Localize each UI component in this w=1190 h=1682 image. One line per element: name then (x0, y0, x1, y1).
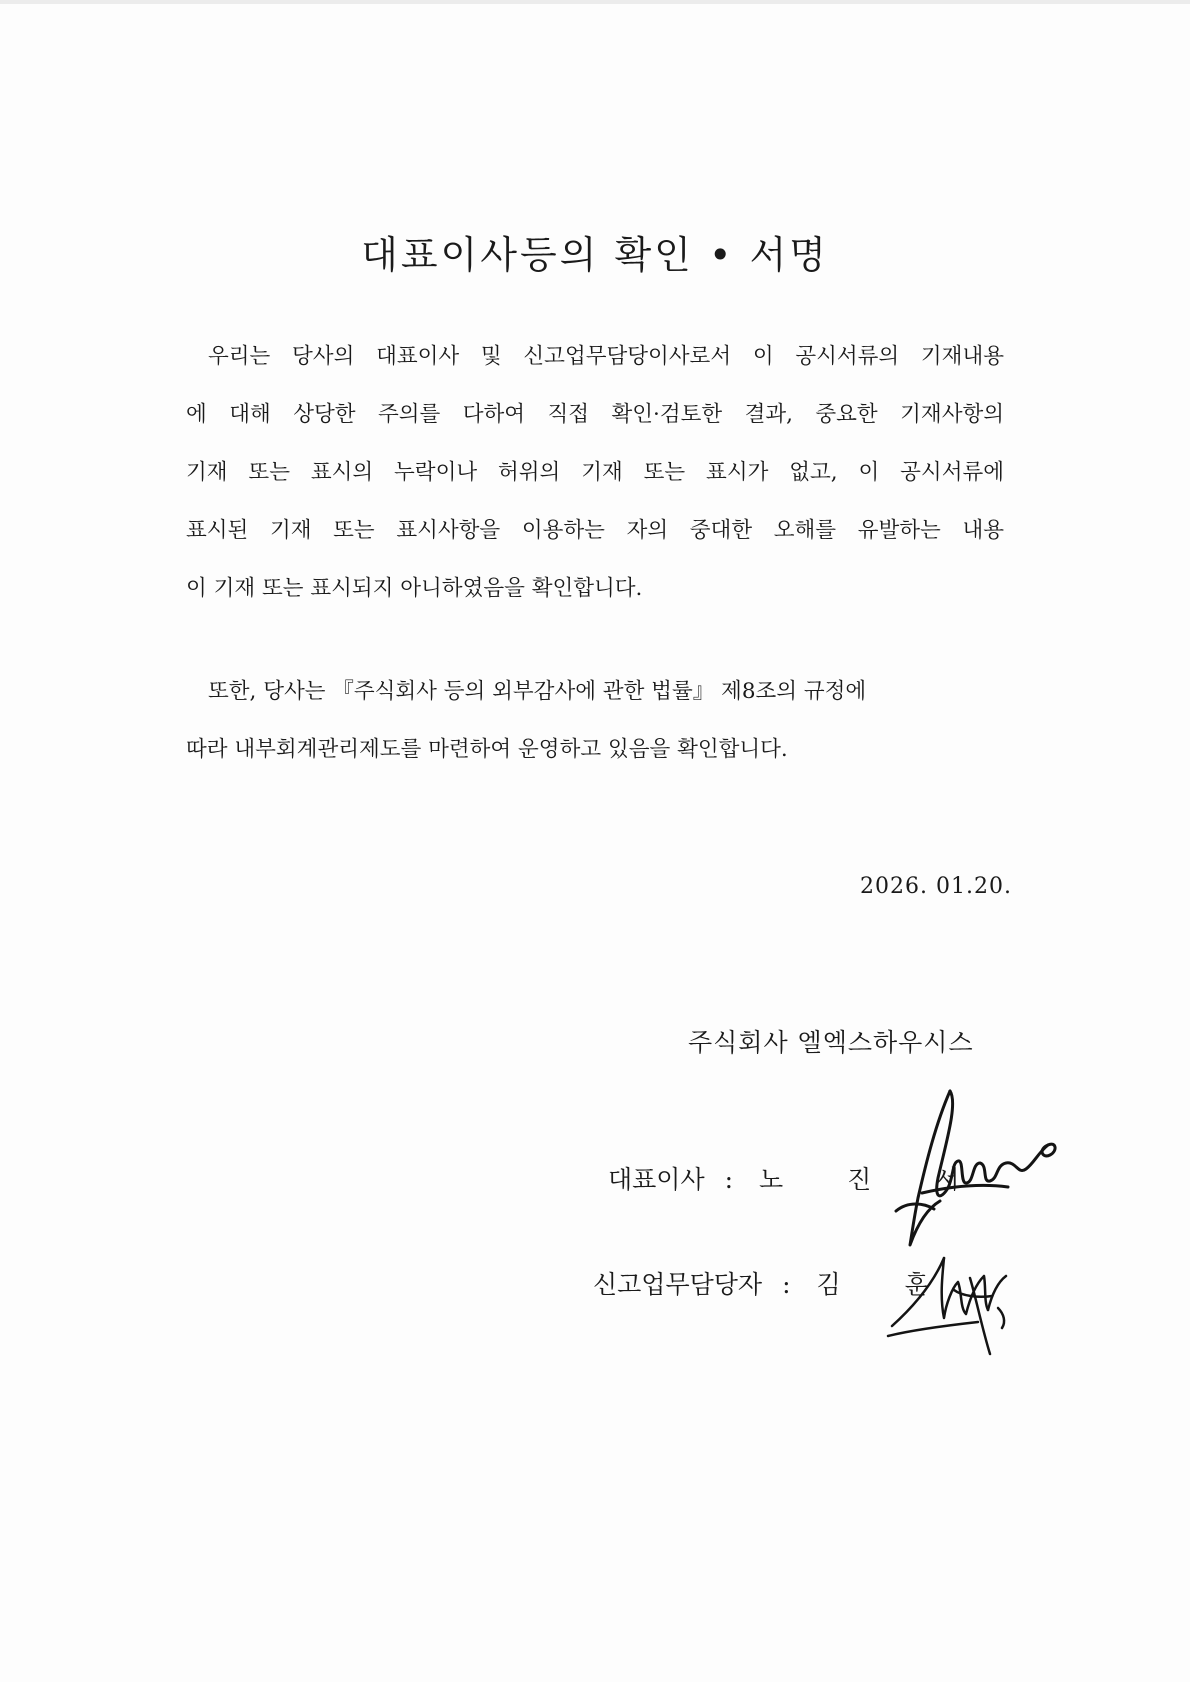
signatory-role: 대표이사 (608, 1165, 705, 1194)
internal-control-paragraph (186, 663, 1004, 779)
signatory-colon: : (782, 1270, 791, 1299)
document-title: 대표이사등의 확인 • 서명 (361, 233, 829, 277)
company-name: 주식회사 엘엑스하우시스 (688, 1028, 974, 1057)
signatory-name: 김 훈 (816, 1270, 957, 1299)
signatory-colon: : (724, 1165, 734, 1194)
paragraph-line: 표시된 기재 또는 표시사항을 이용하는 자의 중대한 오해를 유발하는 내용 (186, 518, 1004, 543)
paragraph-line: 또한, 당사는 『주식회사 등의 외부감사에 관한 법률』 제8조의 규정에 (208, 679, 867, 704)
signatory-role: 신고업무담당자 (593, 1270, 763, 1299)
scan-edge (0, 0, 1190, 4)
paragraph-line: 기재 또는 표시의 누락이나 허위의 기재 또는 표시가 없고, 이 공시서류에 (186, 460, 1004, 485)
paragraph-line: 에 대해 상당한 주의를 다하여 직접 확인·검토한 결과, 중요한 기재사항의 (186, 402, 1004, 427)
signatory-name: 노 진 서 (759, 1165, 988, 1194)
confirmation-paragraph (186, 328, 1004, 618)
paragraph-line: 이 기재 또는 표시되지 아니하였음을 확인합니다. (186, 576, 643, 601)
paragraph-line: 우리는 당사의 대표이사 및 신고업무담당이사로서 이 공시서류의 기재내용 (208, 344, 1004, 369)
officer-signature-icon (882, 1218, 1022, 1358)
document-date: 2026. 01.20. (860, 874, 1012, 899)
paragraph-line: 따라 내부회계관리제도를 마련하여 운영하고 있음을 확인합니다. (186, 737, 788, 762)
